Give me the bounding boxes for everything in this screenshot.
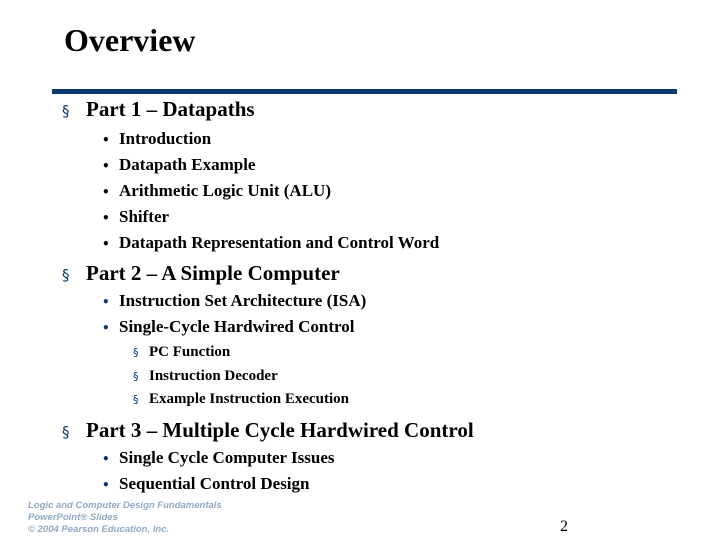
list-item <box>102 445 335 471</box>
sub-bullet-icon: § <box>133 369 139 383</box>
section-bullet-icon: § <box>62 423 70 441</box>
logo-line: PowerPoint® Slides <box>28 512 118 523</box>
bullet-icon: • <box>102 133 110 147</box>
section-bullet-icon: § <box>62 266 70 284</box>
section-heading-part-1 <box>62 96 255 124</box>
page-number: 2 <box>560 518 568 535</box>
part-2-bullet-list <box>102 288 366 340</box>
part-1-bullet-list <box>102 126 439 256</box>
list-item <box>102 204 439 230</box>
list-item-text: Single Cycle Computer Issues <box>119 448 335 467</box>
list-item <box>102 230 439 256</box>
list-item-text: Instruction Set Architecture (ISA) <box>119 291 367 310</box>
bullet-icon: • <box>102 211 110 225</box>
bullet-icon: • <box>102 478 110 492</box>
list-item <box>102 314 366 340</box>
bullet-icon: • <box>102 185 110 199</box>
list-item <box>133 365 349 389</box>
publisher-logo <box>28 500 222 536</box>
list-item <box>133 388 349 412</box>
list-item <box>102 471 335 497</box>
slide-title: Overview <box>64 22 196 58</box>
sub-bullet-icon: § <box>133 346 139 359</box>
list-item-text: Shifter <box>119 207 170 226</box>
list-item <box>102 126 439 152</box>
part-2-sub-bullet-list <box>133 341 349 412</box>
list-item <box>102 288 366 314</box>
bullet-icon: • <box>102 321 110 335</box>
section-heading-text: Part 3 – Multiple Cycle Hardwired Control <box>86 418 474 442</box>
section-heading-part-2 <box>62 260 340 288</box>
list-item-text: Example Instruction Execution <box>149 391 350 407</box>
list-item <box>102 178 439 204</box>
list-item-text: Datapath Representation and Control Word <box>119 233 440 252</box>
logo-line: Logic and Computer Design Fundamentals <box>28 500 222 511</box>
sub-bullet-icon: § <box>133 393 139 406</box>
section-heading-part-3 <box>62 417 474 445</box>
section-bullet-icon: § <box>62 102 70 120</box>
list-item-text: Sequential Control Design <box>119 474 310 493</box>
part-3-bullet-list <box>102 445 335 497</box>
logo-line: © 2004 Pearson Education, Inc. <box>28 524 170 535</box>
list-item-text: Arithmetic Logic Unit (ALU) <box>119 181 331 200</box>
bullet-icon: • <box>102 159 110 173</box>
section-heading-text: Part 2 – A Simple Computer <box>86 261 340 285</box>
list-item <box>133 341 349 365</box>
list-item-text: Introduction <box>119 129 212 148</box>
list-item-text: Datapath Example <box>119 155 256 174</box>
section-heading-text: Part 1 – Datapaths <box>86 97 255 121</box>
bullet-icon: • <box>102 295 110 309</box>
list-item-text: PC Function <box>149 344 231 360</box>
list-item-text: Instruction Decoder <box>149 367 278 384</box>
list-item-text: Single-Cycle Hardwired Control <box>119 317 355 336</box>
bullet-icon: • <box>102 452 110 466</box>
title-divider <box>52 89 677 94</box>
bullet-icon: • <box>102 237 110 251</box>
list-item <box>102 152 439 178</box>
